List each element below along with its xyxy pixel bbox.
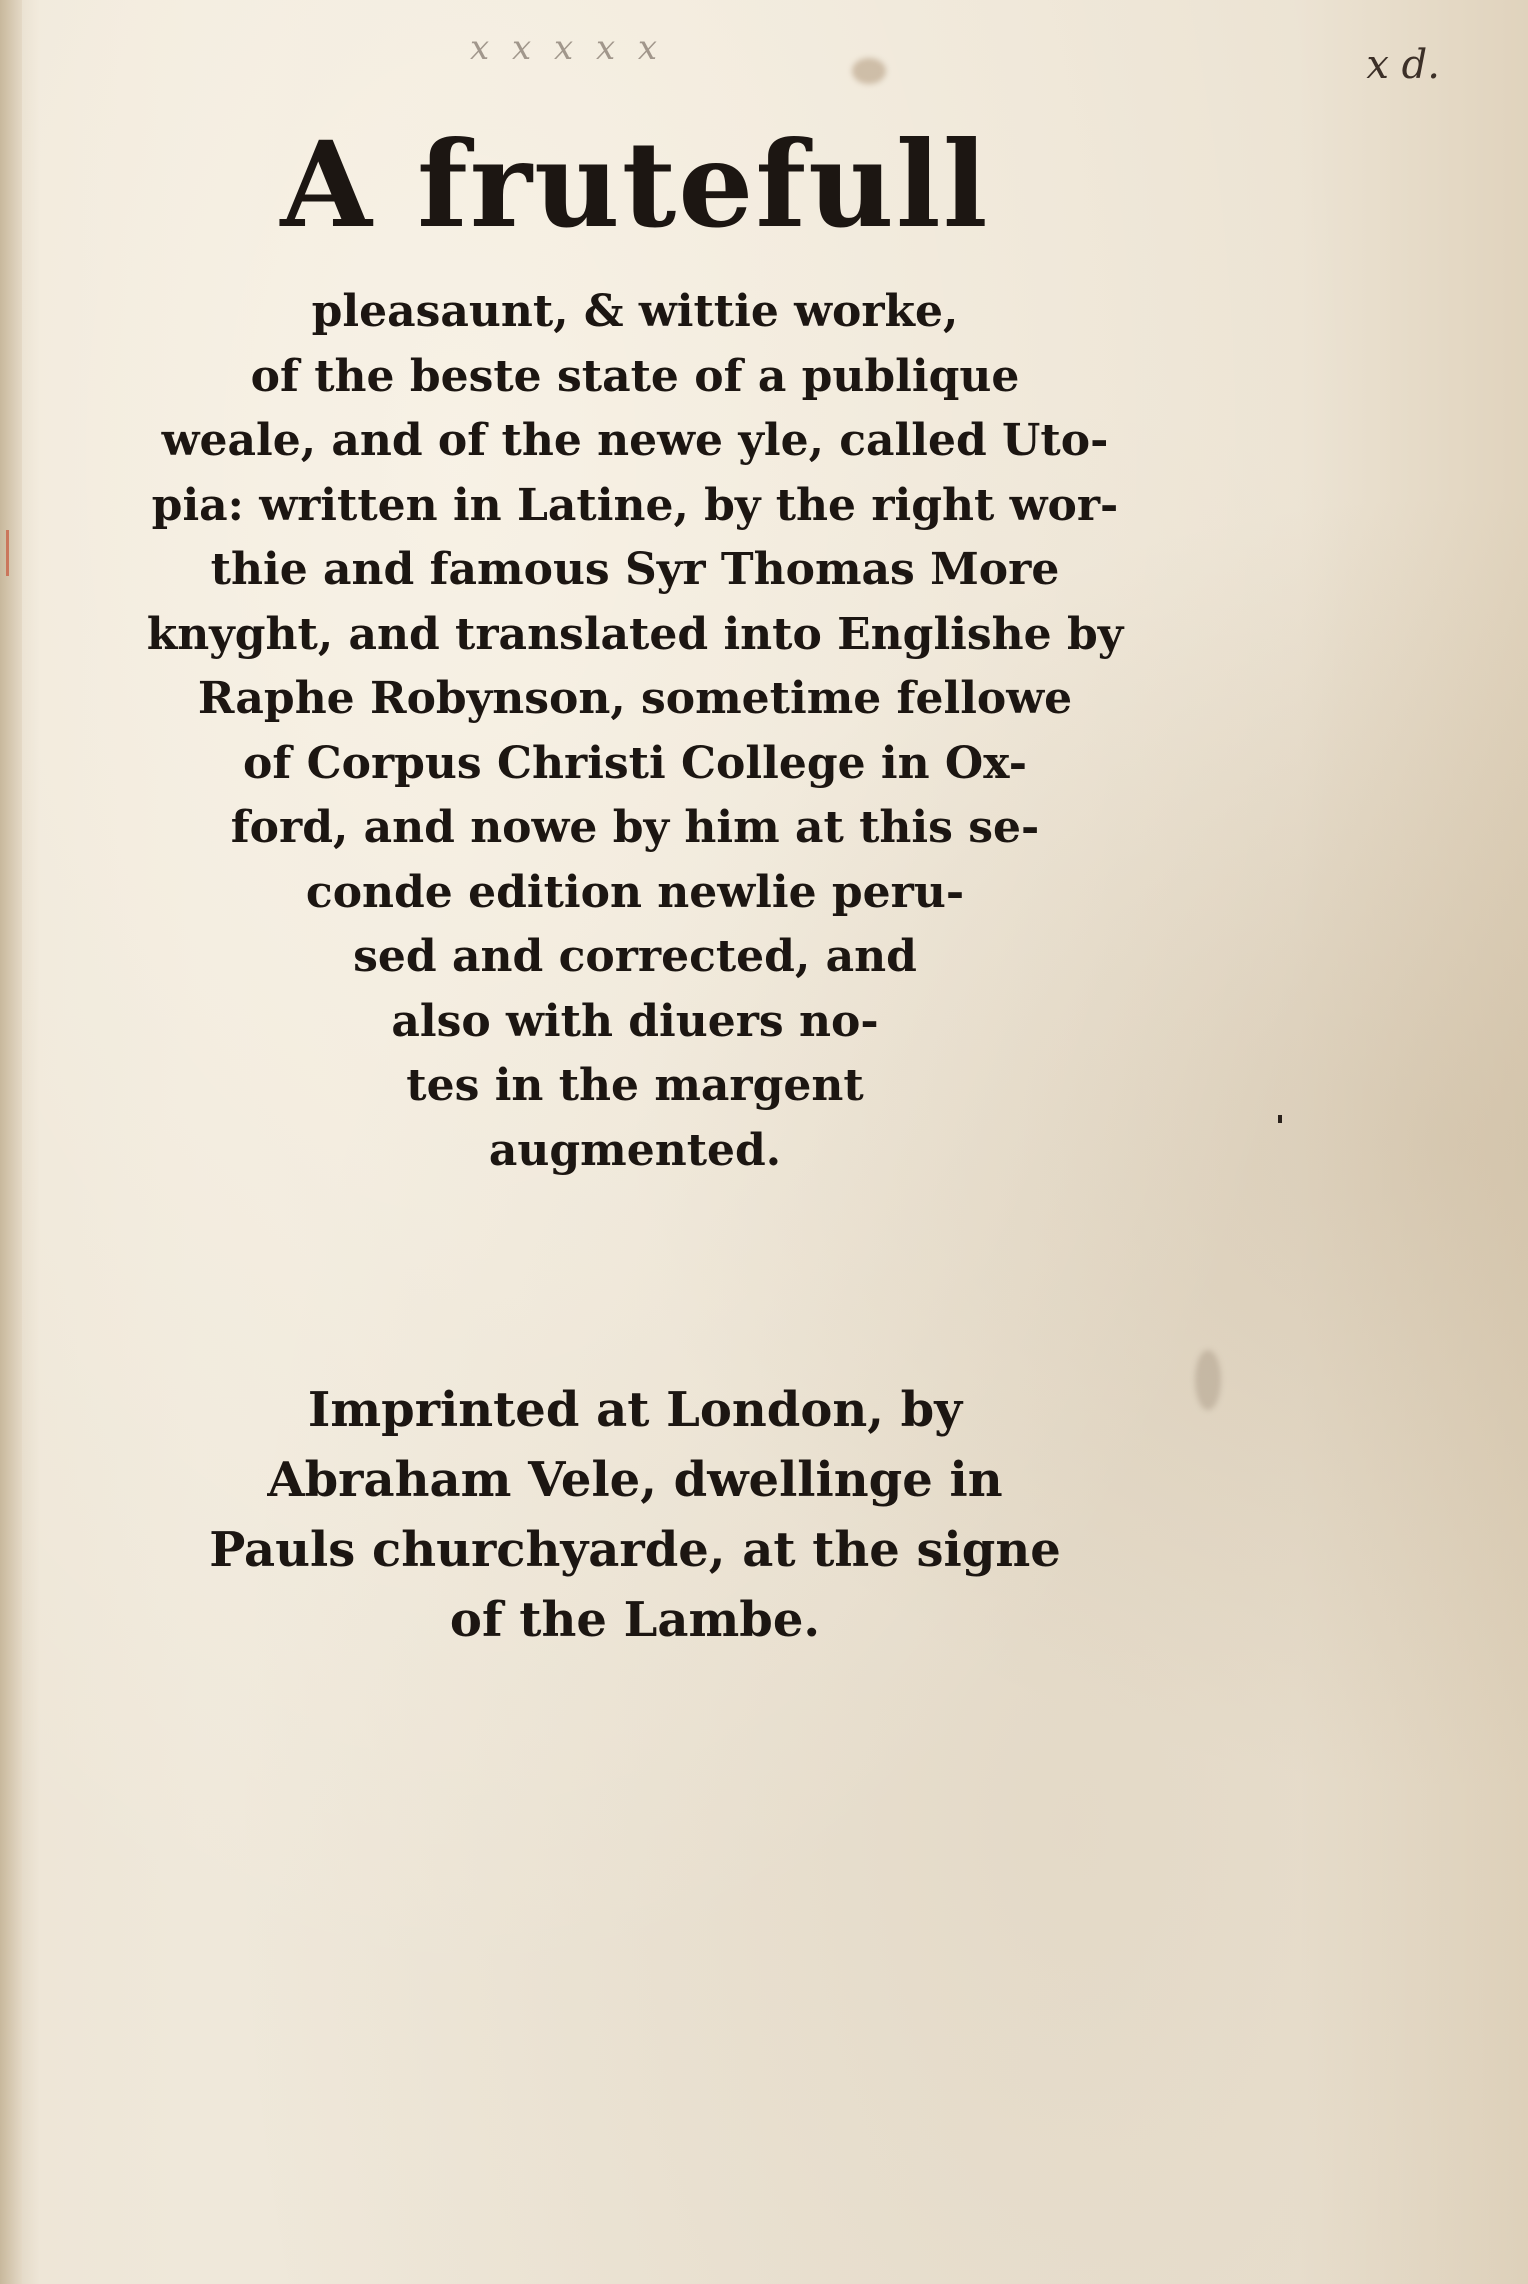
imprint-block	[120, 1375, 1150, 1655]
title-line: pia: written in Latine, by the right wor-	[151, 479, 1119, 531]
ink-stain	[852, 58, 886, 84]
title-line: Raphe Robynson, sometime fellowe	[197, 673, 1073, 724]
imprint-line: Imprinted at London, by	[307, 1382, 963, 1438]
title-line: conde edition newlie peru-	[305, 866, 965, 918]
ink-stain	[1195, 1350, 1221, 1410]
title-line: of Corpus Christi College in Ox-	[243, 737, 1027, 789]
title-line: also with diuers no-	[391, 995, 879, 1047]
shelfmark-note: x d.	[1366, 42, 1440, 88]
title-line: knyght, and translated into Englishe by	[146, 608, 1124, 660]
title-line: sed and corrected, and	[353, 931, 917, 982]
imprint-line: Pauls churchyarde, at the signe	[209, 1522, 1061, 1578]
title-line: tes in the margent	[406, 1060, 864, 1111]
title-block	[120, 110, 1150, 1183]
title-line: thie and famous Syr Thomas More	[210, 544, 1060, 595]
red-ink-mark	[6, 530, 9, 576]
binding-gutter	[0, 0, 22, 2284]
imprint-line: of the Lambe.	[449, 1592, 821, 1648]
title-line: ford, and nowe by him at this se-	[230, 802, 1040, 853]
title-line: of the beste state of a publique	[250, 350, 1020, 402]
title-line: weale, and of the newe yle, called Uto-	[161, 415, 1109, 466]
title-line: pleasaunt, & wittie worke,	[311, 286, 959, 337]
ink-speck	[1278, 1115, 1282, 1123]
title-headline: A frutefull	[280, 115, 990, 254]
title-line: augmented.	[488, 1124, 782, 1176]
faded-handwriting: x x x x x	[470, 28, 664, 68]
imprint-line: Abraham Vele, dwellinge in	[267, 1452, 1003, 1508]
title-body	[120, 280, 1150, 1183]
